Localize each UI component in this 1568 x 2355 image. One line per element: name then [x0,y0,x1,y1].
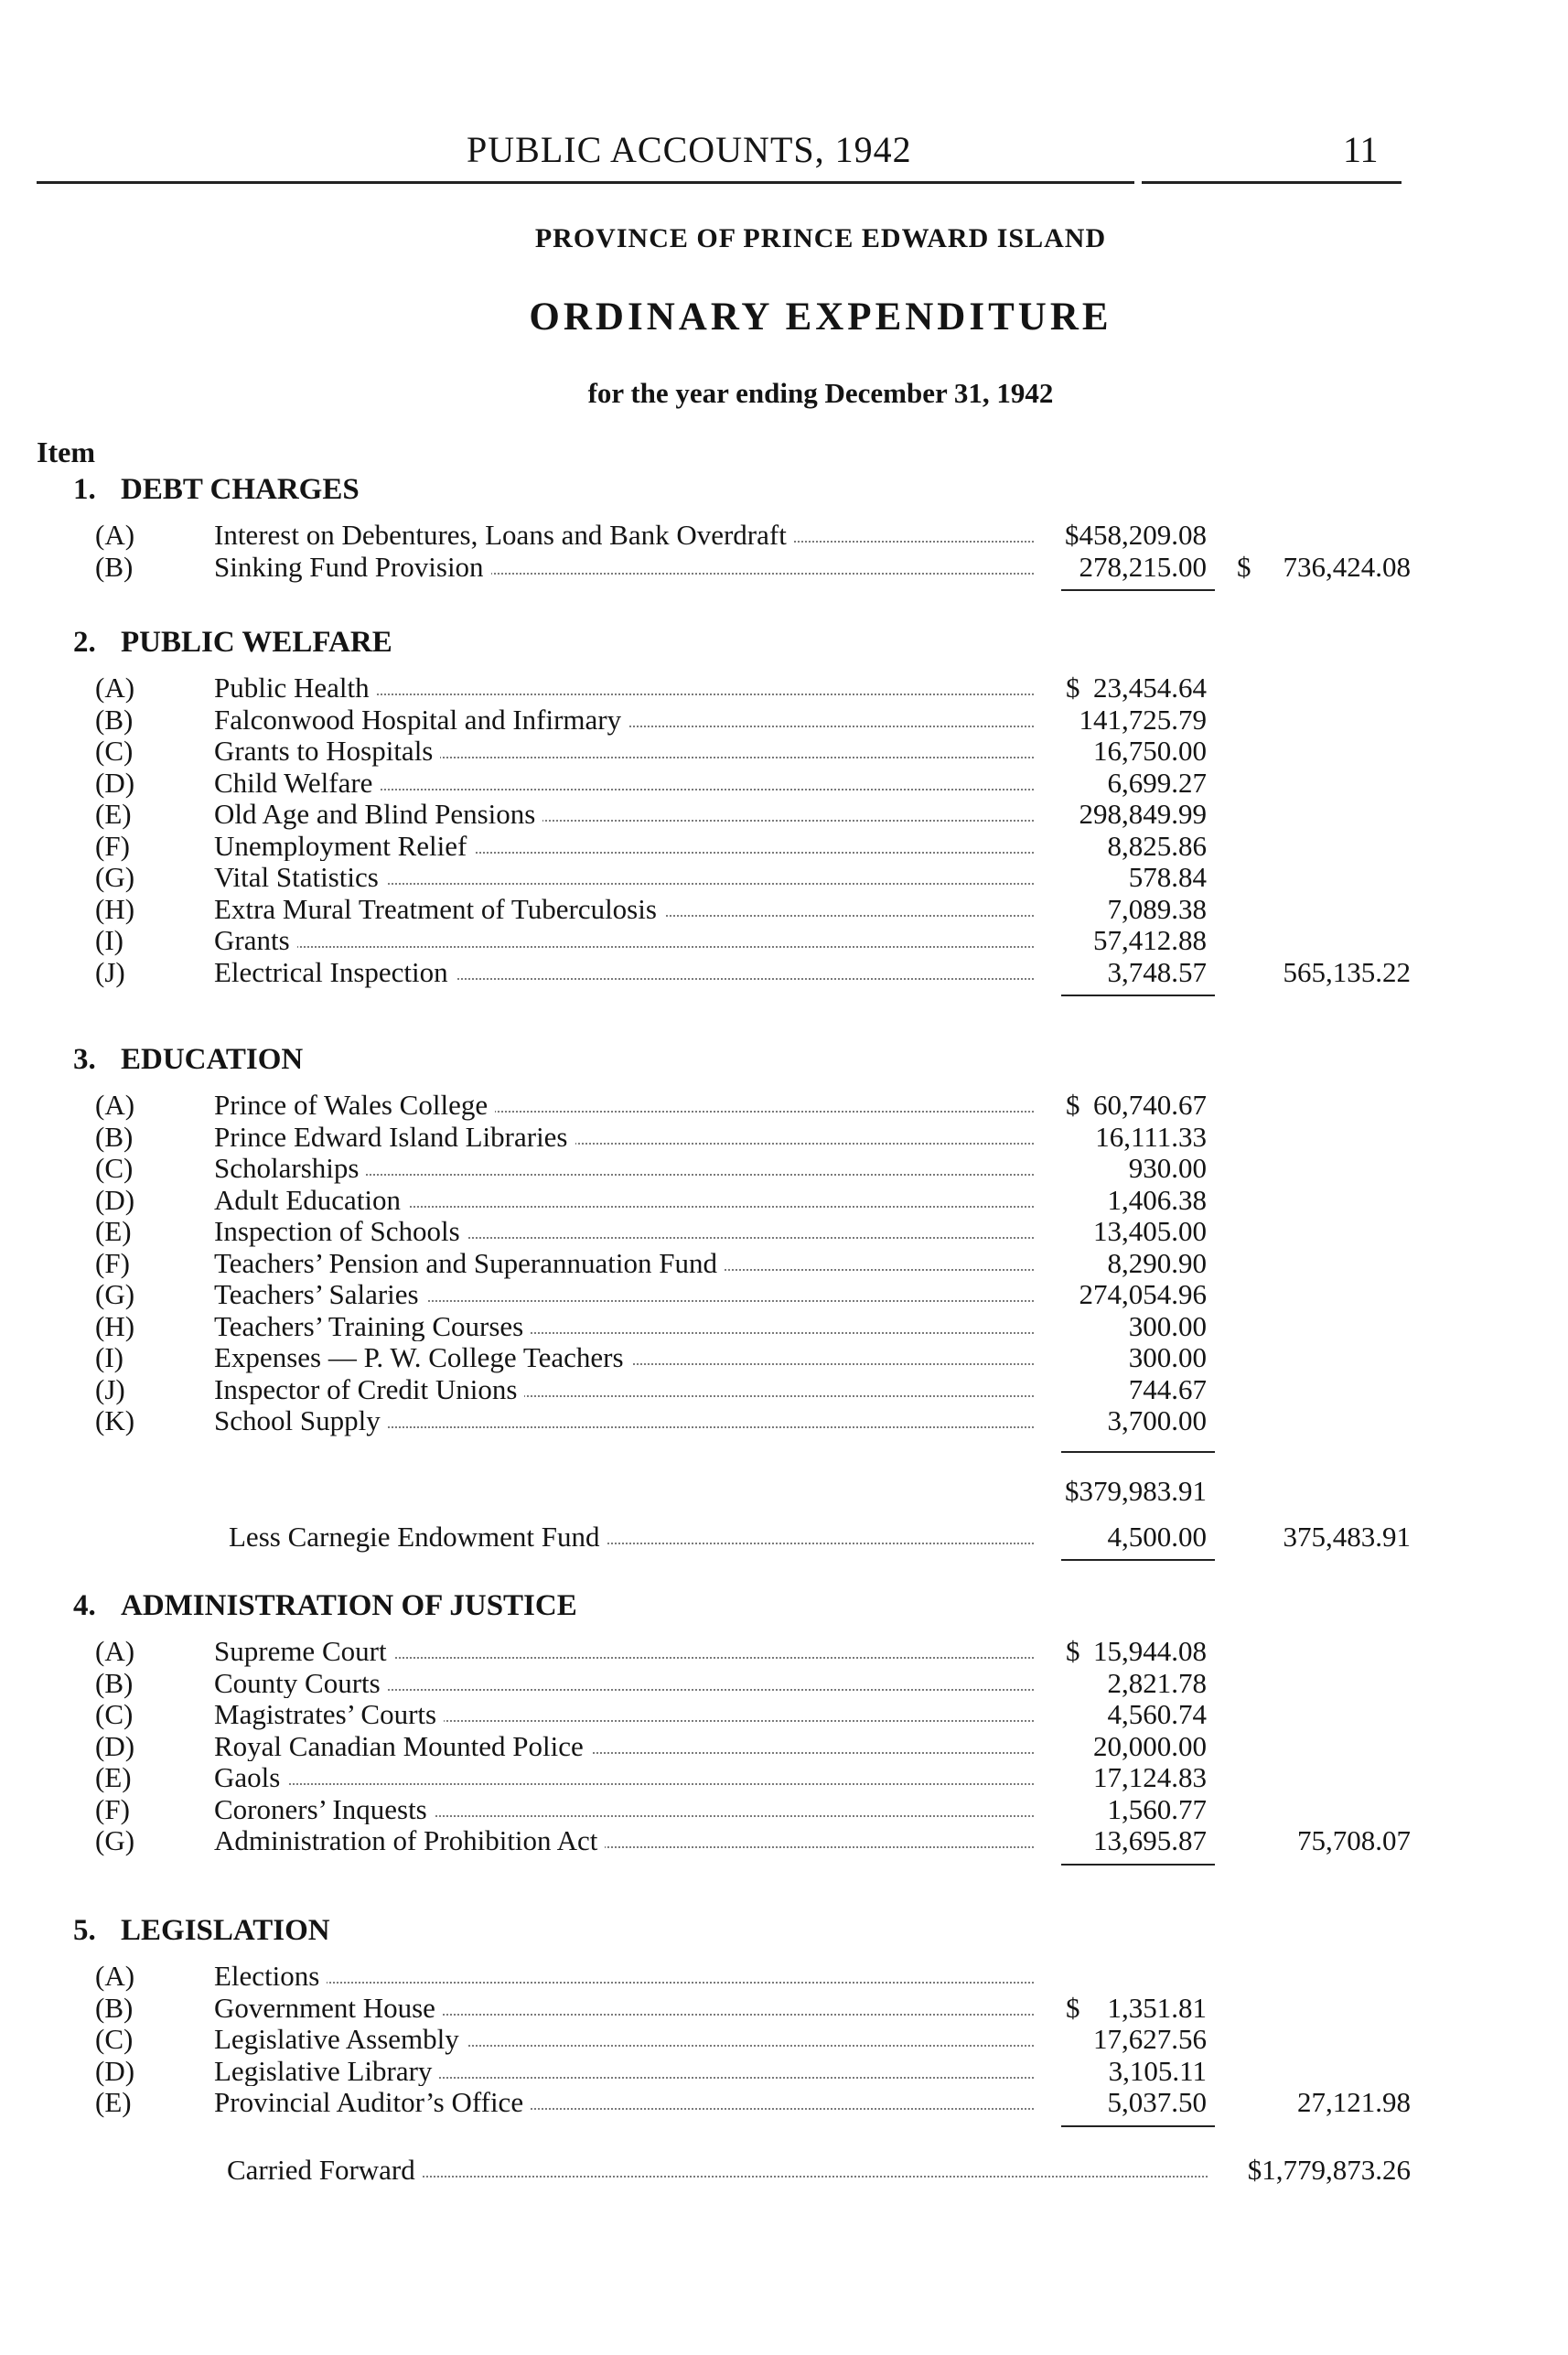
table-row [0,2055,1568,2086]
table-row [0,1667,1568,1698]
item-letter: (E) [95,1215,132,1247]
item-letter: (C) [95,2023,134,2055]
item-amount: 4,500.00 [1107,1520,1207,1553]
item-amount: 13,405.00 [1093,1215,1207,1247]
item-description: Inspection of Schools [214,1215,467,1248]
section-rule [1061,1559,1215,1561]
item-letter: (C) [95,735,134,767]
item-amount: 13,695.87 [1093,1824,1207,1856]
table-row [0,551,1568,582]
table-row [0,1215,1568,1246]
item-description: Government House [214,1992,443,2025]
section-title: EDUCATION [121,1043,304,1076]
item-letter: (A) [95,1960,135,1992]
carried-forward-total: $1,779,873.26 [1247,2154,1411,2186]
item-description: Falconwood Hospital and Infirmary [214,704,628,737]
item-amount: 3,700.00 [1107,1404,1207,1436]
item-description: Legislative Assembly [214,2023,467,2056]
section-total: 375,483.91 [1283,1520,1411,1553]
table-row [0,798,1568,829]
section-total: 565,135.22 [1283,955,1411,988]
item-description: Grants to Hospitals [214,735,440,768]
dot-leader [220,1783,1034,1785]
item-amount: 4,560.74 [1107,1698,1207,1730]
carried-forward-label: Carried Forward [227,2154,423,2187]
dot-leader [220,1982,1034,1984]
item-amount: 7,089.38 [1107,892,1207,925]
page-subtitle: for the year ending December 31, 1942 [587,377,1054,409]
header-rule [37,181,1134,184]
item-letter: (B) [95,703,134,736]
table-row [0,1278,1568,1309]
item-letter: (H) [95,1309,135,1342]
item-amount: $458,209.08 [1065,519,1207,551]
item-letter: (H) [95,892,135,925]
item-amount: 3,105.11 [1108,2054,1207,2087]
table-row [0,1698,1568,1729]
item-amount: 15,944.08 [1093,1635,1207,1667]
item-amount: 930.00 [1128,1152,1207,1184]
table-row [0,1793,1568,1824]
item-letter: (J) [95,955,125,988]
item-amount: 278,215.00 [1079,550,1207,583]
item-letter: (D) [95,766,135,799]
item-letter: (G) [95,1824,135,1856]
item-letter: (J) [95,1372,125,1405]
item-amount: 60,740.67 [1093,1089,1207,1121]
table-row [0,956,1568,987]
item-description: School Supply [214,1404,388,1437]
currency-symbol: $ [1066,672,1080,704]
item-description: Child Welfare [214,767,380,800]
item-description: Gaols [214,1761,287,1794]
table-row [0,861,1568,892]
item-letter: (G) [95,861,135,893]
currency-symbol: $ [1066,1089,1080,1121]
item-description: Administration of Prohibition Act [214,1824,605,1857]
table-row [0,924,1568,955]
item-amount: 16,750.00 [1093,735,1207,767]
table-row [0,1341,1568,1372]
item-amount: 20,000.00 [1093,1729,1207,1762]
item-amount: 2,821.78 [1107,1666,1207,1699]
subtotal-amount: $379,983.91 [1065,1474,1207,1507]
item-letter: (G) [95,1278,135,1310]
item-description: Elections [214,1960,327,1993]
table-row [0,893,1568,924]
item-amount: 17,627.56 [1093,2023,1207,2055]
table-row [0,1521,1568,1552]
item-description: County Courts [214,1667,388,1700]
item-description: Adult Education [214,1184,408,1217]
item-letter: (B) [95,1120,134,1153]
table-row [0,1184,1568,1215]
section-number: 5. [73,1914,96,1947]
section-title: ADMINISTRATION OF JUSTICE [121,1589,577,1622]
section-title: PUBLIC WELFARE [121,626,392,659]
item-amount: 578.84 [1128,861,1207,893]
table-row [0,1404,1568,1436]
dot-leader [220,946,1034,948]
item-description: Prince Edward Island Libraries [214,1121,575,1154]
item-description: Prince of Wales College [214,1089,495,1122]
section-number: 2. [73,626,96,659]
subtotal-row [0,1475,1568,1506]
item-letter: (K) [95,1404,135,1436]
currency-symbol: $ [1237,550,1251,583]
item-description: Teachers’ Salaries [214,1278,426,1311]
item-amount: 1,351.81 [1107,1991,1207,2024]
item-letter: (A) [95,672,135,704]
page-title: ORDINARY EXPENDITURE [529,296,1112,339]
page-number: 11 [1343,129,1379,170]
item-description: Scholarships [214,1152,366,1185]
item-amount: 3,748.57 [1107,955,1207,988]
item-amount: 17,124.83 [1093,1761,1207,1793]
section-title: LEGISLATION [121,1914,330,1947]
carried-forward-row [0,2154,1568,2185]
table-row [0,830,1568,861]
item-amount: 8,825.86 [1107,829,1207,862]
item-amount: 23,454.64 [1093,672,1207,704]
table-row [0,1089,1568,1120]
table-row [0,704,1568,735]
table-row [0,1635,1568,1666]
item-letter: (E) [95,1761,132,1793]
table-row [0,2086,1568,2117]
section-total: 27,121.98 [1297,2086,1411,2118]
item-amount: 8,290.90 [1107,1246,1207,1279]
item-letter: (A) [95,1089,135,1121]
item-letter: (D) [95,1183,135,1216]
section-total: 736,424.08 [1283,550,1411,583]
table-row [0,1824,1568,1855]
item-letter: (I) [95,1341,124,1373]
item-amount: 274,054.96 [1079,1278,1207,1310]
item-letter: (A) [95,519,135,551]
item-letter: (E) [95,2086,132,2118]
item-amount: 57,412.88 [1093,924,1207,956]
item-description: Extra Mural Treatment of Tuberculosis [214,893,664,926]
item-amount: 300.00 [1128,1341,1207,1373]
item-letter: (F) [95,829,130,862]
subtotal-rule [1061,1451,1215,1453]
item-letter: (B) [95,550,134,583]
item-description: Sinking Fund Provision [214,551,491,584]
item-description: Legislative Library [214,2055,439,2088]
item-letter: (E) [95,798,132,830]
table-row [0,2023,1568,2054]
running-header [0,128,1568,183]
item-description: Teachers’ Pension and Superannuation Fund [214,1247,725,1280]
item-description: Provincial Auditor’s Office [214,2086,531,2119]
item-letter: (C) [95,1698,134,1730]
item-description: Old Age and Blind Pensions [214,798,542,831]
item-description: Royal Canadian Mounted Police [214,1730,591,1763]
header-rule [1142,181,1402,184]
table-row [0,1761,1568,1792]
section-rule [1061,995,1215,996]
item-letter: (D) [95,2054,135,2087]
item-amount: 298,849.99 [1079,798,1207,830]
table-row [0,519,1568,550]
section-number: 1. [73,473,96,506]
table-row [0,1373,1568,1404]
table-row [0,735,1568,766]
item-description: Coroners’ Inquests [214,1793,435,1826]
item-letter: (B) [95,1666,134,1699]
table-row [0,1310,1568,1341]
table-row [0,1960,1568,1991]
section-rule [1061,2125,1215,2127]
item-description: Less Carnegie Endowment Fund [229,1521,607,1554]
table-row [0,1247,1568,1278]
province-heading: PROVINCE OF PRINCE EDWARD ISLAND [534,223,1107,253]
item-letter: (A) [95,1635,135,1667]
item-amount: 1,560.77 [1107,1792,1207,1825]
item-letter: (B) [95,1991,134,2024]
item-amount: 1,406.38 [1107,1183,1207,1216]
item-description: Public Health [214,672,377,704]
section-number: 4. [73,1589,96,1622]
item-description: Grants [214,924,297,957]
section-rule [1061,589,1215,591]
item-description: Vital Statistics [214,861,386,894]
section-title: DEBT CHARGES [121,473,360,506]
item-description: Unemployment Relief [214,830,474,863]
table-row [0,1152,1568,1183]
item-amount: 5,037.50 [1107,2086,1207,2118]
item-description: Inspector of Credit Unions [214,1373,524,1406]
item-amount: 300.00 [1128,1309,1207,1342]
item-letter: (D) [95,1729,135,1762]
item-description: Interest on Debentures, Loans and Bank Overdraft [214,519,794,552]
section-number: 3. [73,1043,96,1076]
item-description: Teachers’ Training Courses [214,1310,531,1343]
table-row [0,767,1568,798]
item-description: Electrical Inspection [214,956,456,989]
table-row [0,1730,1568,1761]
item-letter: (F) [95,1246,130,1279]
item-letter: (C) [95,1152,134,1184]
table-row [0,672,1568,703]
item-description: Magistrates’ Courts [214,1698,444,1731]
table-row [0,1992,1568,2023]
item-amount: 6,699.27 [1107,766,1207,799]
item-letter: (F) [95,1792,130,1825]
item-amount: 16,111.33 [1095,1120,1207,1153]
currency-symbol: $ [1066,1991,1080,2024]
item-amount: 744.67 [1128,1372,1207,1405]
currency-symbol: $ [1066,1635,1080,1667]
table-row [0,1121,1568,1152]
item-description: Supreme Court [214,1635,394,1668]
section-total: 75,708.07 [1297,1824,1411,1856]
item-amount: 141,725.79 [1079,703,1207,736]
item-letter: (I) [95,924,124,956]
item-description: Expenses — P. W. College Teachers [214,1341,631,1374]
running-title: PUBLIC ACCOUNTS, 1942 [467,129,912,170]
item-column-heading: Item [37,436,95,468]
section-rule [1061,1864,1215,1866]
